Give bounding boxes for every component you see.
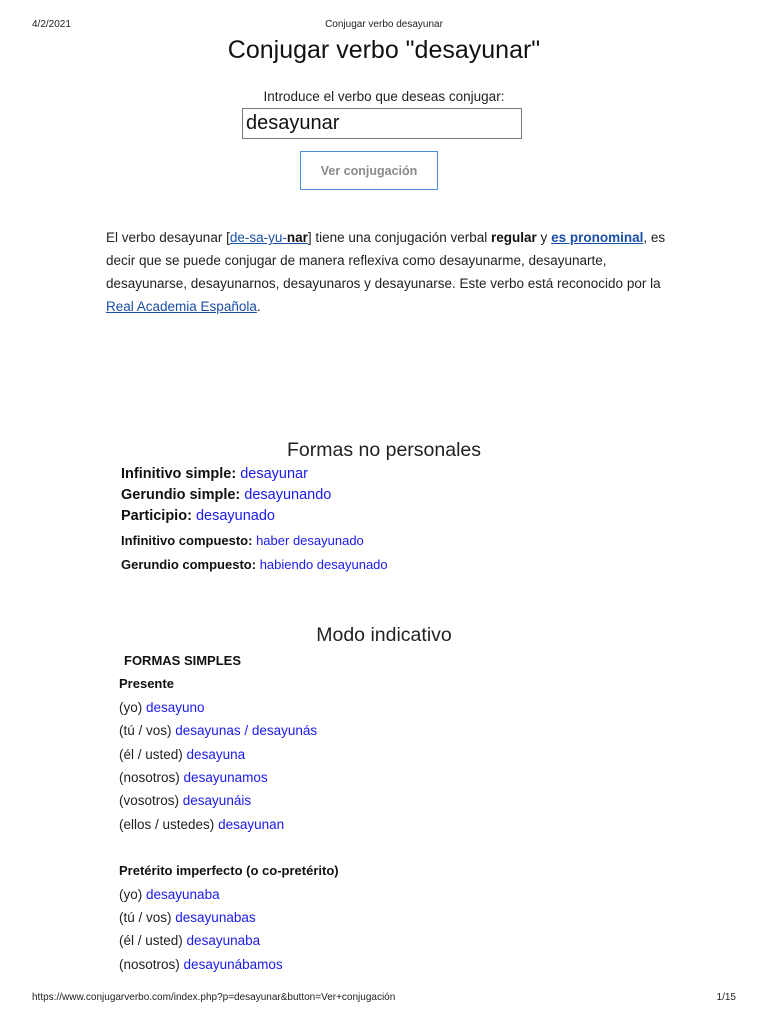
- intro-text: , es decir que se puede conjugar de manera reflexiva como desayunarme, desayunarte, desayunarse, desayunarnos, desayunaros y desayunarse. Este verbo está reconocido por la: [106, 230, 666, 291]
- pronoun: (él / usted): [119, 746, 183, 762]
- item-label: Infinitivo compuesto:: [121, 533, 253, 548]
- print-title: Conjugar verbo desayunar: [325, 19, 443, 30]
- list-item: [119, 813, 339, 836]
- pronominal-link[interactable]: es pronominal: [551, 230, 644, 245]
- rae-link[interactable]: Real Academia Española: [106, 299, 257, 314]
- verb-form: desayunas / desayunás: [175, 723, 318, 739]
- verb-form: desayunábamos: [183, 956, 283, 972]
- item-label: Participio:: [121, 508, 192, 524]
- item-label: Infinitivo simple:: [121, 466, 237, 482]
- list-item: [121, 506, 388, 527]
- item-value: desayunado: [195, 508, 275, 524]
- verb-form: desayunabas: [175, 910, 256, 926]
- imperfecto-heading: Pretérito imperfecto (o co-pretérito): [119, 863, 339, 879]
- page-title: Conjugar verbo "desayunar": [227, 36, 541, 64]
- print-url: https://www.conjugarverbo.com/index.php?p=desayunar&button=Ver+conjugación: [32, 992, 396, 1003]
- list-item: [121, 529, 388, 553]
- pronoun: (yo): [119, 699, 143, 715]
- list-item: [119, 906, 339, 929]
- verb-form: desayunan: [218, 816, 285, 832]
- intro-paragraph: [106, 226, 671, 318]
- list-item: [121, 464, 388, 485]
- spacer: [119, 836, 339, 859]
- print-date: 4/2/2021: [32, 19, 71, 30]
- item-value: desayunar: [240, 466, 308, 482]
- pronoun: (yo): [119, 886, 143, 902]
- syllable-stressed: nar: [286, 230, 308, 245]
- intro-text: .: [256, 299, 261, 314]
- regular-label: regular: [491, 230, 537, 245]
- syllable-link[interactable]: [230, 230, 308, 245]
- pronoun: (ellos / ustedes): [119, 816, 215, 832]
- list-item: [121, 485, 388, 506]
- verb-form: desayuno: [146, 699, 205, 715]
- intro-text: El verbo desayunar [: [106, 230, 230, 245]
- list-item: [121, 553, 388, 577]
- list-item: [119, 883, 339, 906]
- list-item: [119, 929, 339, 952]
- intro-text: y: [536, 230, 552, 245]
- indicativo-title: Modo indicativo: [316, 624, 452, 646]
- syllable-text: de-sa-yu-: [229, 230, 287, 245]
- verb-form: desayunaba: [146, 886, 220, 902]
- no-personales-list: [121, 464, 388, 577]
- list-item: [119, 766, 339, 789]
- list-item: [119, 719, 339, 742]
- no-personales-title: Formas no personales: [286, 439, 481, 461]
- verb-form: desayunáis: [182, 793, 252, 809]
- list-item: [119, 743, 339, 766]
- pronoun: (nosotros): [119, 956, 180, 972]
- verb-form: desayunaba: [186, 933, 261, 949]
- page-number: 1/15: [716, 992, 736, 1003]
- verb-input[interactable]: [242, 108, 522, 139]
- verb-form: desayunamos: [183, 770, 268, 786]
- item-value: haber desayunado: [256, 533, 364, 548]
- intro-text: ] tiene una conjugación verbal: [307, 230, 492, 245]
- list-item: [119, 953, 339, 976]
- list-item: [119, 789, 339, 812]
- pronoun: (tú / vos): [119, 910, 172, 926]
- ver-conjugacion-button[interactable]: Ver conjugación: [300, 151, 438, 190]
- item-label: Gerundio compuesto:: [121, 557, 257, 572]
- print-footer: [32, 992, 736, 1003]
- indicativo-section: [119, 649, 339, 976]
- list-item: [119, 696, 339, 719]
- presente-heading: Presente: [119, 676, 174, 692]
- item-label: Gerundio simple:: [121, 487, 241, 503]
- pronoun: (él / usted): [119, 933, 183, 949]
- formas-simples-heading: FORMAS SIMPLES: [124, 653, 242, 668]
- pronoun: (tú / vos): [119, 723, 172, 739]
- pronoun: (nosotros): [119, 770, 180, 786]
- verb-input-label: Introduce el verbo que deseas conjugar:: [263, 89, 505, 104]
- pronoun: (vosotros): [119, 793, 180, 809]
- print-header: [32, 19, 736, 30]
- verb-form: desayuna: [186, 746, 246, 762]
- item-value: desayunando: [244, 487, 332, 503]
- item-value: habiendo desayunado: [259, 557, 388, 572]
